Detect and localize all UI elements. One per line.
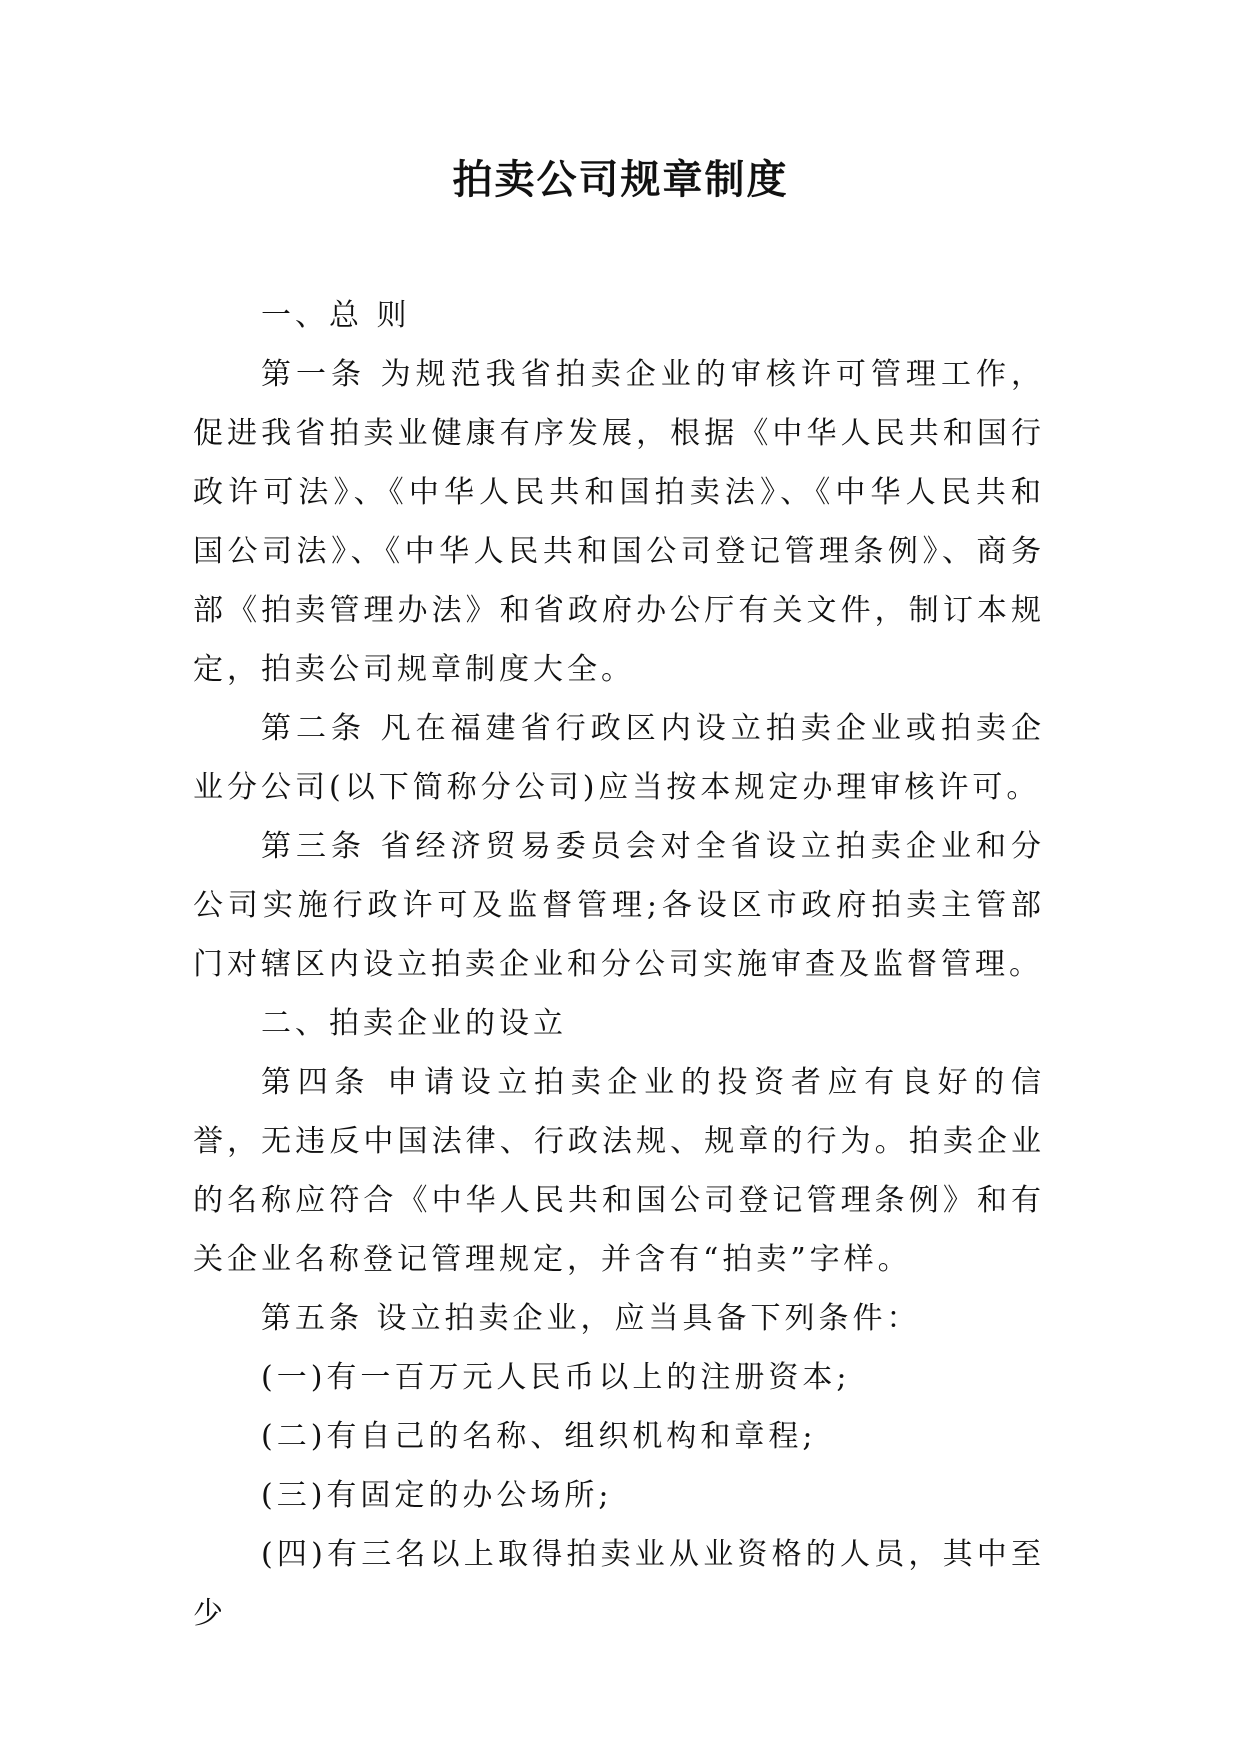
document-body xyxy=(193,286,1045,1643)
article-4-paragraph: 第四条 申请设立拍卖企业的投资者应有良好的信誉，无违反中国法律、行政法规、规章的行为。拍卖企业的名称应符合《中华人民共和国公司登记管理条例》和有关企业名称登记管理规定，并含有“拍卖”字样。 xyxy=(193,1065,1045,1277)
condition-item-2: (二)有自己的名称、组织机构和章程; xyxy=(261,1419,817,1454)
section-heading-establishment: 二、拍卖企业的设立 xyxy=(261,1006,567,1041)
section-heading-general: 一、总 则 xyxy=(261,298,411,333)
condition-item-3: (三)有固定的办公场所; xyxy=(261,1478,613,1513)
document-title: 拍卖公司规章制度 xyxy=(452,157,789,203)
article-3-paragraph: 第三条 省经济贸易委员会对全省设立拍卖企业和分公司实施行政许可及监督管理;各设区市政府拍卖主管部门对辖区内设立拍卖企业和分公司实施审查及监督管理。 xyxy=(193,829,1045,982)
condition-item-4: (四)有三名以上取得拍卖业从业资格的人员，其中至少 xyxy=(193,1537,1045,1631)
condition-item-1: (一)有一百万元人民币以上的注册资本; xyxy=(261,1360,851,1395)
article-1-paragraph: 第一条 为规范我省拍卖企业的审核许可管理工作，促进我省拍卖业健康有序发展，根据《中华人民共和国行政许可法》、《中华人民共和国拍卖法》、《中华人民共和国公司法》、《中华人民共和国公司登记管理条例》、商务部《拍卖管理办法》和省政府办公厅有关文件，制订本规定，拍卖公司规章制度大全。 xyxy=(193,357,1045,687)
article-5-paragraph: 第五条 设立拍卖企业，应当具备下列条件： xyxy=(261,1301,921,1336)
article-2-paragraph: 第二条 凡在福建省行政区内设立拍卖企业或拍卖企业分公司(以下简称分公司)应当按本规定办理审核许可。 xyxy=(193,711,1045,805)
